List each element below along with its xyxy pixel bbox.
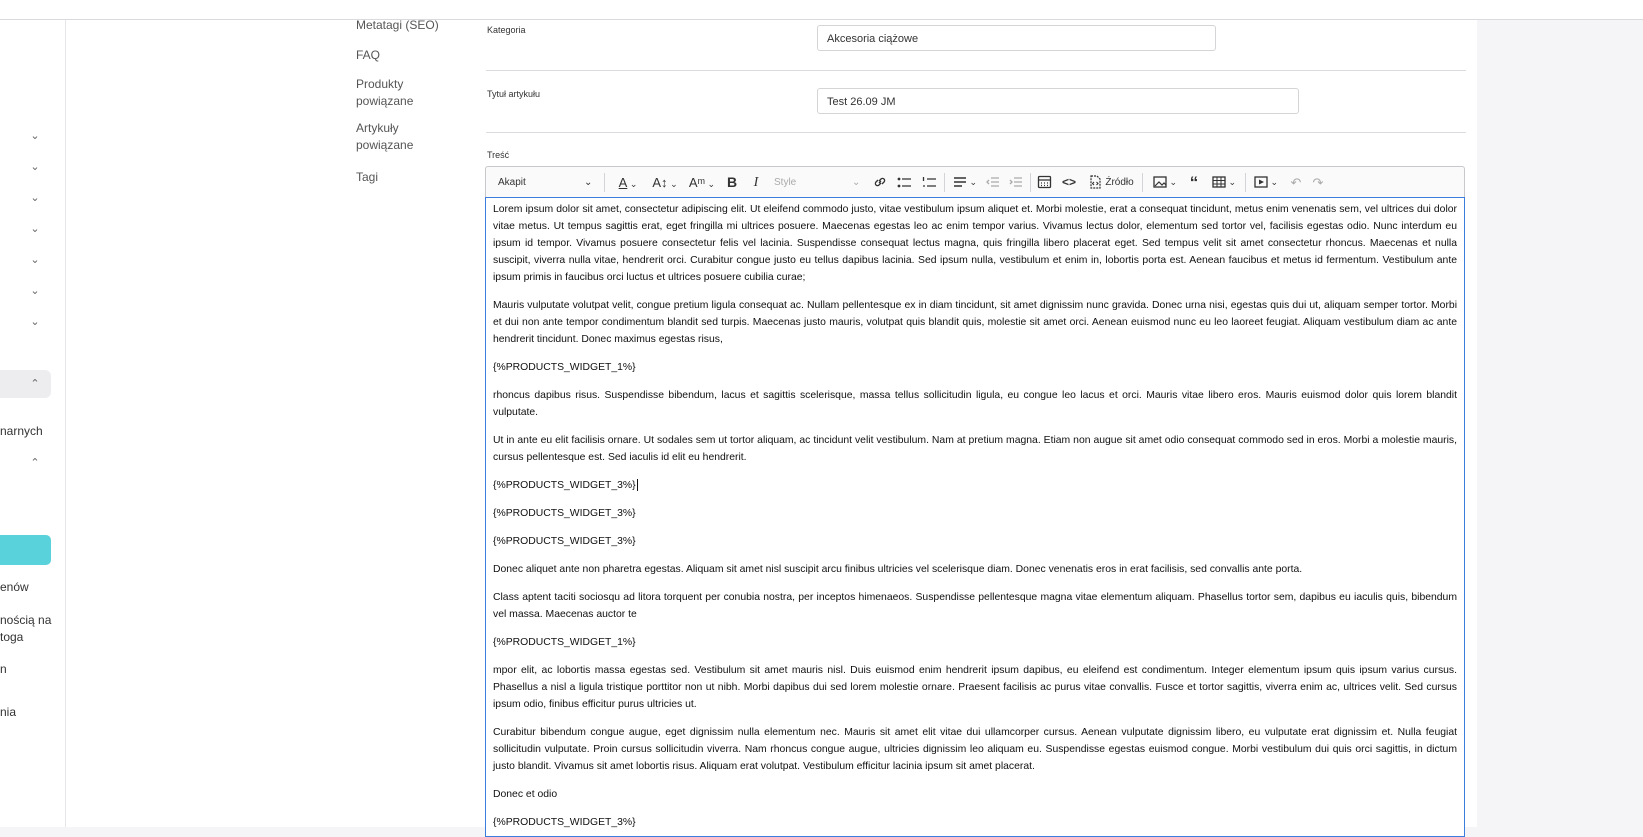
- quote-icon: “: [1189, 173, 1199, 192]
- font-color-button[interactable]: A ⌄: [618, 175, 638, 190]
- editor-paragraph[interactable]: rhoncus dapibus risus. Suspendisse bibendum, lacus et sagittis scelerisque, massa tellus sollicitudin ligula, eu congue leo lacus et orci. Mauris vitae libero eros. Mauris euismod dolor quis lorem blandit vulputate.: [493, 390, 1457, 418]
- style-select-value: Style: [774, 177, 797, 188]
- divider: [486, 132, 1466, 133]
- title-label: Tytuł artykułu: [487, 89, 541, 99]
- widget-placeholder[interactable]: {%PRODUCTS_WIDGET_3%}: [493, 536, 636, 547]
- code-icon: <>: [1061, 175, 1076, 189]
- editor-paragraph[interactable]: mpor elit, ac lobortis massa egestas sed. Vestibulum sit amet mauris nisl. Duis euismod enim hendrerit ipsum dapibus, eu eleifend est condimentum. Integer elementum ipsum quis ipsum varius cursus. Phasellus a nisl a ligula tristique porttitor non ut nibh. Morbi dapibus dui sed lorem molestie ornare. Praesent facilisis ac purus vitae convallis. Fusce et tortor sagittis, viverra enim ac, ultrices velit. Sed cursus ipsum odio, finibus efficitur purus ultricies ut.: [493, 665, 1457, 710]
- align-button[interactable]: ⌄: [949, 167, 981, 198]
- indent-icon: [1009, 176, 1023, 188]
- redo-button[interactable]: [1308, 167, 1328, 198]
- sidebar-item-label[interactable]: enów: [0, 580, 29, 594]
- toolbar-separator: [604, 173, 605, 192]
- font-size-button[interactable]: A↕ ⌄: [652, 175, 678, 190]
- editor-paragraph[interactable]: Mauris vulputate volutpat velit, congue pretium ligula consequat ac. Nullam pellentesque ex in diam tincidunt, sit amet dignissim nunc gravida. Donec urna nisi, egestas quis dui ut, aliquam semper tortor. Morbi et dui non ante tempor condimentum blandit sed turpis. Maecenas justo mauris, volutpat quis blandit quis, molestie sit amet orci. Aenean euismod nunc eu leo laoreet feugiat. Aliquam vestibulum diam ac ante hendrerit tincidunt. Donec maximus egestas risus,: [493, 300, 1457, 345]
- outdent-icon: [986, 176, 1000, 188]
- subnav-item-related-articles[interactable]: Artykuły powiązane: [356, 121, 414, 152]
- bold-button[interactable]: [722, 167, 742, 198]
- content-label: Treść: [487, 150, 510, 160]
- widget-placeholder[interactable]: {%PRODUCTS_WIDGET_1%}: [493, 637, 636, 648]
- editor-paragraph[interactable]: Donec aliquet ante non pharetra egestas. Aliquam sit amet nisl suscipit arcu finibus ultricies vel scelerisque diam. Donec venenatis eros in erat facilisis, sed convallis ante porta.: [493, 564, 1303, 575]
- text-caret: [637, 479, 638, 491]
- font-family-button[interactable]: Aᵐ ⌄: [688, 175, 716, 190]
- font-size-icon: A↕: [652, 175, 668, 190]
- calculator-icon: [1037, 175, 1052, 189]
- editor-paragraph[interactable]: Curabitur bibendum congue augue, eget dignissim nulla elementum nec. Mauris sit amet elit vitae dui ullamcorper cursus. Aenean vulputate dignissim libero, eu vulputate erat dignissim et. Nulla feugiat sollicitudin vulputate. Proin cursus sollicitudin viverra. Nam rhoncus congue augue, ultricies dignissim leo aliquam eu. Suspendisse egestas euismod congue. Morbi vestibulum dui quis orci sagittis, in dictum justo blandit. Vivamus sit amet lobortis risus. Aliquam erat volutpat. Vestibulum efficitur lacinia ipsum sit amet placerat.: [493, 727, 1457, 772]
- sidebar-item-label[interactable]: nością na: [0, 613, 52, 627]
- sidebar-item-label[interactable]: nia: [0, 705, 17, 719]
- chevron-up-icon: ⌃: [30, 378, 40, 390]
- subnav-item-related-products[interactable]: Produkty powiązane: [356, 77, 414, 108]
- blockquote-button[interactable]: [1184, 167, 1204, 198]
- widget-placeholder[interactable]: {%PRODUCTS_WIDGET_3%}: [493, 508, 636, 519]
- code-button[interactable]: [1059, 167, 1079, 198]
- source-button[interactable]: [1083, 167, 1139, 198]
- heading-select[interactable]: [498, 167, 594, 198]
- chevron-down-icon[interactable]: ⌄: [30, 254, 40, 266]
- editor-paragraph[interactable]: Donec et odio: [493, 789, 558, 800]
- bold-icon: B: [726, 174, 738, 190]
- widget-placeholder-with-caret[interactable]: [493, 477, 1457, 494]
- table-icon: [1212, 176, 1226, 188]
- table-button[interactable]: ⌄: [1207, 167, 1241, 198]
- chevron-up-icon[interactable]: ⌃: [30, 457, 40, 469]
- heading-select-value: Akapit: [498, 177, 526, 188]
- italic-button[interactable]: [746, 167, 766, 198]
- font-color-icon: A: [618, 175, 628, 190]
- chevron-down-icon[interactable]: ⌄: [30, 285, 40, 297]
- chevron-down-icon[interactable]: ⌄: [30, 223, 40, 235]
- category-input[interactable]: Akcesoria ciążowe: [817, 25, 1216, 51]
- sidebar-item-label[interactable]: n: [0, 662, 7, 676]
- subnav-item-tags[interactable]: Tagi: [356, 170, 379, 184]
- font-family-icon: Aᵐ: [688, 175, 706, 190]
- chevron-down-icon: ⌄: [852, 177, 861, 188]
- chevron-down-icon[interactable]: ⌄: [30, 130, 40, 142]
- numbered-list-button[interactable]: [918, 167, 940, 198]
- title-input[interactable]: Test 26.09 JM: [817, 88, 1299, 114]
- sidebar-item-label[interactable]: narnych: [0, 424, 43, 438]
- chevron-down-icon: ⌄: [584, 177, 593, 188]
- link-button[interactable]: [870, 167, 890, 198]
- toolbar-separator: [1142, 173, 1143, 192]
- editor-paragraph[interactable]: Ut in ante eu elit facilisis ornare. Ut sodales sem ut tortor aliquam, ac tincidunt velit vestibulum. Nam at pretium magna. Etiam non augue sit amet odio consequat commodo sed in eros. Morbi a molestie mauris, cursus pellentesque est. Sed iaculis id elit eu hendrerit.: [493, 435, 1457, 463]
- sidebar-item-active[interactable]: [0, 370, 51, 398]
- source-label: Źródło: [1105, 177, 1134, 188]
- category-label: Kategoria: [487, 25, 526, 35]
- redo-icon: ↷: [1312, 175, 1324, 190]
- link-icon: [873, 175, 887, 189]
- widget-placeholder[interactable]: {%PRODUCTS_WIDGET_3%}: [493, 817, 636, 828]
- chevron-down-icon[interactable]: ⌄: [30, 192, 40, 204]
- sidebar-item-label[interactable]: toga: [0, 630, 24, 644]
- editor-paragraph[interactable]: Lorem ipsum dolor sit amet, consectetur adipiscing elit. Ut eleifend commodo justo, vitae vestibulum ipsum aliquet et. Morbi molestie, erat a consequat tincidunt, metus enim venenatis sem, vel ultrices dui dolor vitae metus. Ut tempus sagittis erat, eget fringilla mi ultrices posuere. Maecenas egestas leo ac enim tempor varius. Vivamus lectus dolor, elementum sed tortor vel, facilisis egestas odio. Nunc interdum eu ipsum id tempor. Vivamus posuere consectetur felis vel lacinia. Suspendisse consequat lectus magna, quis fringilla libero placerat eget. Sed tempus velit sit amet consectetur rhoncus. Maecenas et nulla suscipit, viverra nulla vitae, hendrerit orci. Curabitur congue justo eu tellus dapibus lacinia. Sed ipsum nulla, vestibulum et enim in, lobortis porta est. Aenean faucibus et metus id fermentum. Vestibulum ante ipsum primis in faucibus orci luctus et ultrices posuere cubilia curae;: [493, 204, 1457, 283]
- bulleted-list-icon: [897, 176, 912, 189]
- top-bar: [0, 0, 1643, 20]
- main-sidebar: [0, 20, 66, 827]
- widget-placeholder[interactable]: {%PRODUCTS_WIDGET_1%}: [493, 362, 636, 373]
- bulleted-list-button[interactable]: [894, 167, 914, 198]
- sidebar-item-highlighted[interactable]: [0, 535, 51, 565]
- product-widget-button[interactable]: [1034, 167, 1054, 198]
- media-icon: [1254, 176, 1268, 188]
- toolbar-separator: [1245, 173, 1246, 192]
- toolbar-separator: [1030, 173, 1031, 192]
- editor-toolbar: [485, 166, 1465, 197]
- editor-paragraph[interactable]: Class aptent taciti sociosqu ad litora torquent per conubia nostra, per inceptos himenaeos. Suspendisse pellentesque magna vitae elementum aliquam. Phasellus tortor sem, dapibus eu iaculis quis, bibendum vel massa. Maecenas auctor te: [493, 592, 1457, 620]
- chevron-down-icon[interactable]: ⌄: [30, 316, 40, 328]
- image-button[interactable]: ⌄: [1148, 167, 1182, 198]
- divider: [486, 70, 1466, 71]
- outdent-button[interactable]: [983, 167, 1003, 198]
- widget-placeholder: {%PRODUCTS_WIDGET_3%}: [493, 480, 636, 491]
- undo-button[interactable]: [1286, 167, 1306, 198]
- subnav-item-seo[interactable]: Metatagi (SEO): [356, 18, 439, 32]
- source-icon: [1088, 175, 1102, 189]
- subnav-item-faq[interactable]: FAQ: [356, 48, 381, 62]
- toolbar-separator: [944, 173, 945, 192]
- numbered-list-icon: [922, 176, 937, 189]
- undo-icon: ↶: [1290, 175, 1302, 190]
- align-icon: [953, 176, 967, 188]
- image-icon: [1153, 176, 1167, 188]
- chevron-down-icon[interactable]: ⌄: [30, 161, 40, 173]
- italic-icon: I: [753, 175, 759, 190]
- media-button[interactable]: ⌄: [1249, 167, 1283, 198]
- rich-text-editor[interactable]: [485, 197, 1465, 837]
- indent-button[interactable]: [1006, 167, 1026, 198]
- style-select[interactable]: [770, 167, 866, 198]
